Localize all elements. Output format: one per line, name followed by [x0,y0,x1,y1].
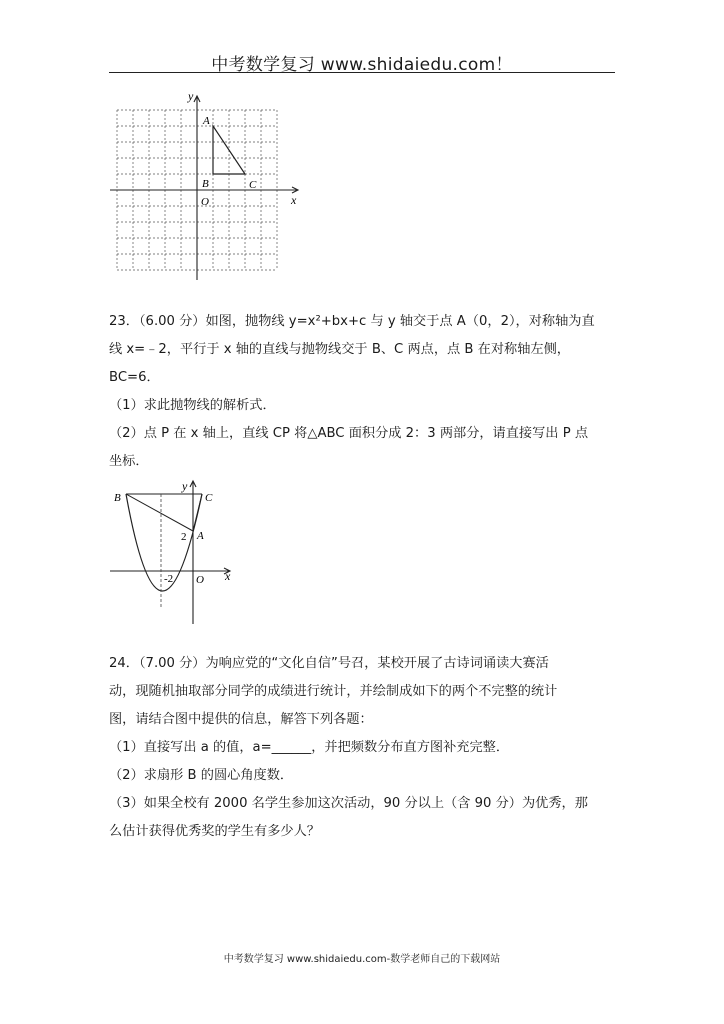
point-c-label: C [205,492,213,504]
q23-line-1: 23．（6.00 分）如图，抛物线 y=x²+bx+c 与 y 轴交于点 A（0，2），对称轴为直 [109,314,595,329]
q24-line-1: 24．（7.00 分）为响应党的“文化自信”号召，某校开展了古诗词诵读大赛活 [109,656,549,671]
origin-label: O [196,574,204,586]
q23-part-2-cont: 坐标． [109,454,149,469]
figure-parabola [108,478,238,628]
point-a-label: A [197,530,204,542]
figure-grid-triangle [108,88,308,288]
q24-part-2: （2）求扇形 B 的圆心角度数． [109,768,294,783]
q23-line-2: 线 x=﹣2，平行于 x 轴的直线与抛物线交于 B、C 两点，点 B 在对称轴左侧， [109,342,570,357]
origin-label: O [201,196,209,208]
y-axis-label: y [182,479,188,493]
q23-part-2: （2）点 P 在 x 轴上，直线 CP 将△ABC 面积分成 2：3 两部分，请直接写出 P 点 [109,426,589,441]
q24-part-3-cont: 么估计获得优秀奖的学生有多少人？ [109,824,320,839]
x-axis-label: x [291,193,297,207]
q23-line-3: BC=6． [109,370,160,385]
tick-2-label: 2 [181,531,187,543]
q24-part-1: （1）直接写出 a 的值，a=______，并把频数分布直方图补充完整． [109,740,510,755]
q23-part-1: （1）求此抛物线的解析式． [109,398,276,413]
point-c-label: C [249,179,257,191]
point-a-label: A [203,115,210,127]
point-b-label: B [114,492,121,504]
q24-line-3: 图，请结合图中提供的信息，解答下列各题： [109,712,373,727]
point-b-label: B [202,178,209,190]
page-header-title: 中考数学复习 www.shidaiedu.com！ [211,55,513,75]
page-footer: 中考数学复习 www.shidaiedu.com-数学老师自己的下载网站 [223,954,501,965]
tick-neg2-label: -2 [164,573,174,585]
q24-line-2: 动，现随机抽取部分同学的成绩进行统计，并绘制成如下的两个不完整的统计 [109,684,558,699]
x-axis-label: x [225,569,231,583]
triangle-abc [126,494,202,531]
y-axis-label: y [188,89,194,103]
header-divider [109,72,615,73]
q24-part-3: （3）如果全校有 2000 名学生参加这次活动，90 分以上（含 90 分）为优秀，那 [109,796,588,811]
